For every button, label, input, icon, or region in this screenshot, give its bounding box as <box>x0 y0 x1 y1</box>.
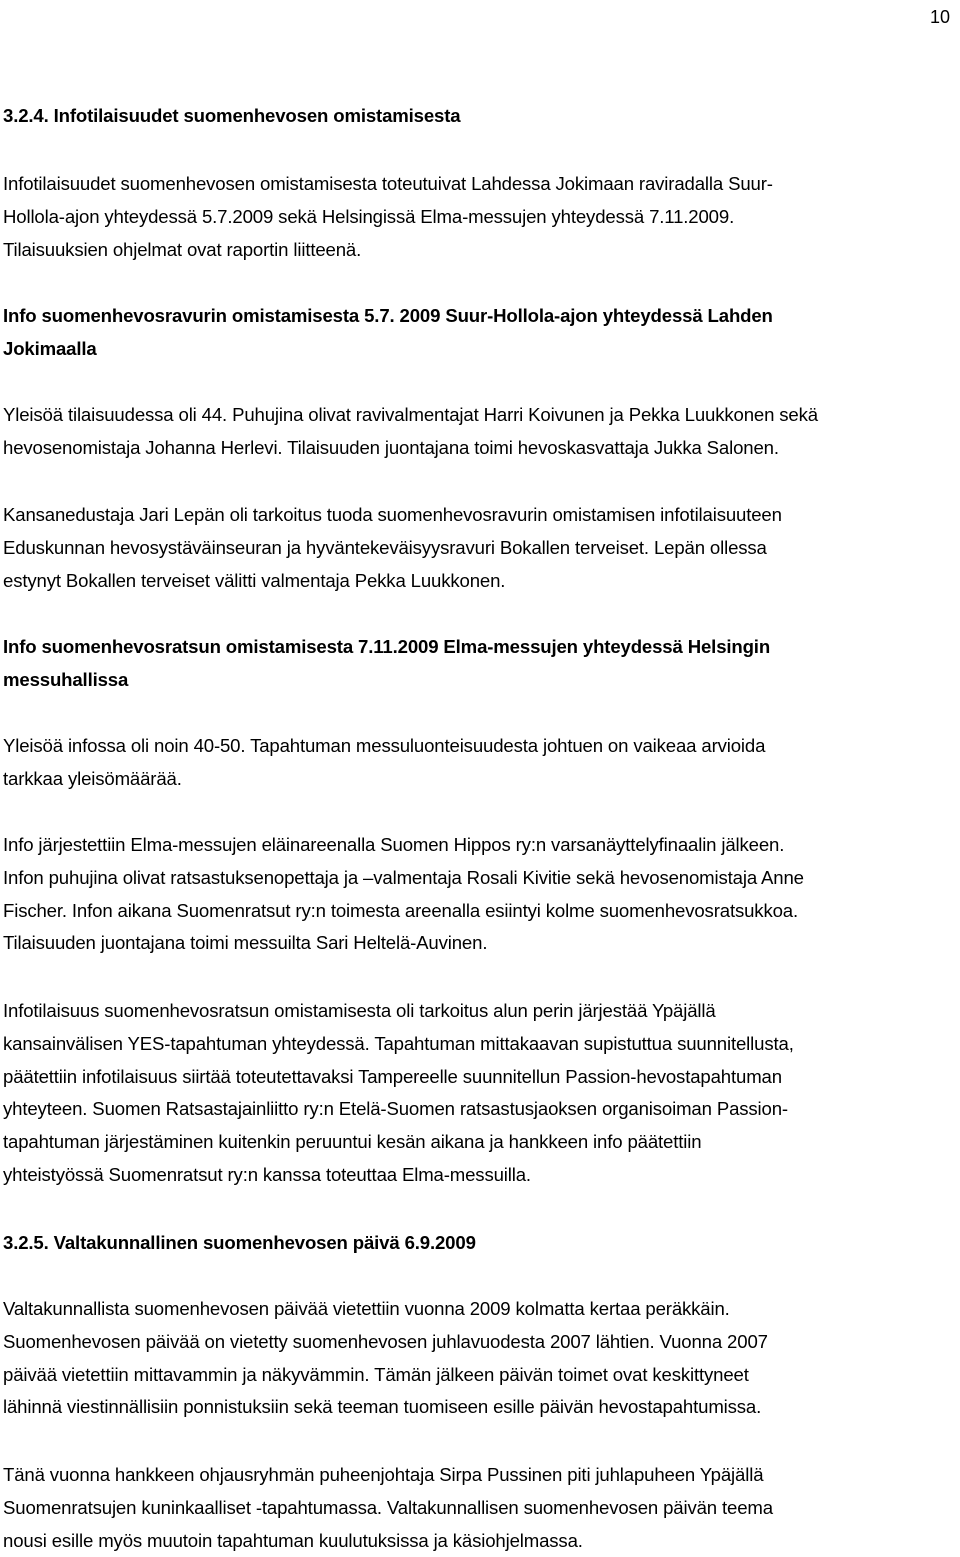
text-line: Hollola-ajon yhteydessä 5.7.2009 sekä Helsingissä Elma-messujen yhteydessä 7.11.2009. <box>3 205 735 227</box>
subheading-ratsu-info <box>3 631 953 697</box>
text-line: päätettiin infotilaisuus siirtää toteutettavaksi Tampereelle suunnitellun Passion-hevostapahtuman <box>3 1065 782 1087</box>
text-line: tapahtuman järjestäminen kuitenkin peruuntui kesän aikana ja hankkeen info päätettiin <box>3 1131 702 1153</box>
paragraph-ravuri-greetings <box>3 499 953 597</box>
text-line: Infotilaisuus suomenhevosratsun omistamisesta oli tarkoitus alun perin järjestää Ypäjällä <box>3 1000 716 1021</box>
text-line: nousi esille myös muutoin tapahtuman kuulutuksissa ja käsiohjelmassa. <box>3 1529 583 1551</box>
text-line: Yleisöä tilaisuudessa oli 44. Puhujina olivat ravivalmentajat Harri Koivunen ja Pekka Luukkonen sekä <box>3 404 818 425</box>
paragraph-ratsu-background <box>3 995 953 1192</box>
text-line: Valtakunnallista suomenhevosen päivää vietettiin vuonna 2009 kolmatta kertaa peräkkäin. <box>3 1298 730 1319</box>
text-line: estynyt Bokallen terveiset välitti valmentaja Pekka Luukkonen. <box>3 569 506 591</box>
text-line: tarkkaa yleisömäärää. <box>3 767 182 789</box>
text-line: Yleisöä infossa oli noin 40-50. Tapahtuman messuluonteisuudesta johtuen on vaikeaa arvioida <box>3 735 766 756</box>
heading-line: Info suomenhevosratsun omistamisesta 7.11.2009 Elma-messujen yhteydessä Helsingin <box>3 636 771 657</box>
text-line: lähinnä viestinnällisiin ponnistuksiin sekä teeman tuomiseen esille päivän hevostapahtumissa. <box>3 1396 762 1418</box>
section-heading-3-2-5 <box>3 1227 953 1260</box>
paragraph-ratsu-audience <box>3 730 953 796</box>
subheading-ravuri-info <box>3 300 953 366</box>
heading-text: 3.2.5. Valtakunnallinen suomenhevosen päivä 6.9.2009 <box>3 1232 476 1253</box>
paragraph-horse-day-2009 <box>3 1459 953 1557</box>
text-line: Fischer. Infon aikana Suomenratsut ry:n toimesta areenalla esiintyi kolme suomenhevosratsukkoa. <box>3 899 798 921</box>
paragraph-horse-day-history <box>3 1293 953 1424</box>
text-line: Suomenhevosen päivää on vietetty suomenhevosen juhlavuodesta 2007 lähtien. Vuonna 2007 <box>3 1330 768 1352</box>
text-line: kansainvälisen YES-tapahtuman yhteydessä. Tapahtuman mittakaavan supistuttua suunnitellusta, <box>3 1032 794 1054</box>
heading-text: 3.2.4. Infotilaisuudet suomenhevosen omistamisesta <box>3 105 461 126</box>
heading-line: messuhallissa <box>3 668 129 690</box>
paragraph-ratsu-program <box>3 829 953 960</box>
heading-line: Info suomenhevosravurin omistamisesta 5.7. 2009 Suur-Hollola-ajon yhteydessä Lahden <box>3 305 773 326</box>
text-line: hevosenomistaja Johanna Herlevi. Tilaisuuden juontajana toimi hevoskasvattaja Jukka Salonen. <box>3 436 779 458</box>
text-line: Tilaisuuden juontajana toimi messuilta Sari Heltelä-Auvinen. <box>3 932 488 954</box>
text-line: Infotilaisuudet suomenhevosen omistamisesta toteutuivat Lahdessa Jokimaan raviradalla Suur- <box>3 173 773 194</box>
text-line: Suomenratsujen kuninkaalliset -tapahtumassa. Valtakunnallisen suomenhevosen päivän teema <box>3 1496 773 1518</box>
section-heading-3-2-4 <box>3 100 953 133</box>
text-line: Info järjestettiin Elma-messujen eläinareenalla Suomen Hippos ry:n varsanäyttelyfinaalin jälkeen. <box>3 834 785 855</box>
text-line: yhteyteen. Suomen Ratsastajainliitto ry:n Etelä-Suomen ratsastusjaoksen organisoiman Passion- <box>3 1098 788 1120</box>
heading-line: Jokimaalla <box>3 337 97 359</box>
text-line: Kansanedustaja Jari Lepän oli tarkoitus tuoda suomenhevosravurin omistamisen infotilaisuuteen <box>3 504 782 525</box>
text-line: yhteistyössä Suomenratsut ry:n kanssa toteuttaa Elma-messuilla. <box>3 1163 531 1185</box>
page-number: 10 <box>929 7 950 27</box>
text-line: Tänä vuonna hankkeen ohjausryhmän puheenjohtaja Sirpa Pussinen piti juhlapuheen Ypäjällä <box>3 1464 764 1485</box>
text-line: Eduskunnan hevosystäväinseuran ja hyväntekeväisyysravuri Bokallen terveiset. Lepän ollessa <box>3 536 767 558</box>
text-line: Infon puhujina olivat ratsastuksenopettaja ja –valmentaja Rosali Kivitie sekä hevosenomistaja Anne <box>3 866 804 888</box>
text-line: päivää vietettiin mittavammin ja näkyvämmin. Tämän jälkeen päivän toimet ovat keskittyneet <box>3 1363 749 1385</box>
paragraph-intro <box>3 168 953 266</box>
paragraph-ravuri-audience <box>3 399 953 465</box>
text-line: Tilaisuuksien ohjelmat ovat raportin liitteenä. <box>3 238 362 260</box>
